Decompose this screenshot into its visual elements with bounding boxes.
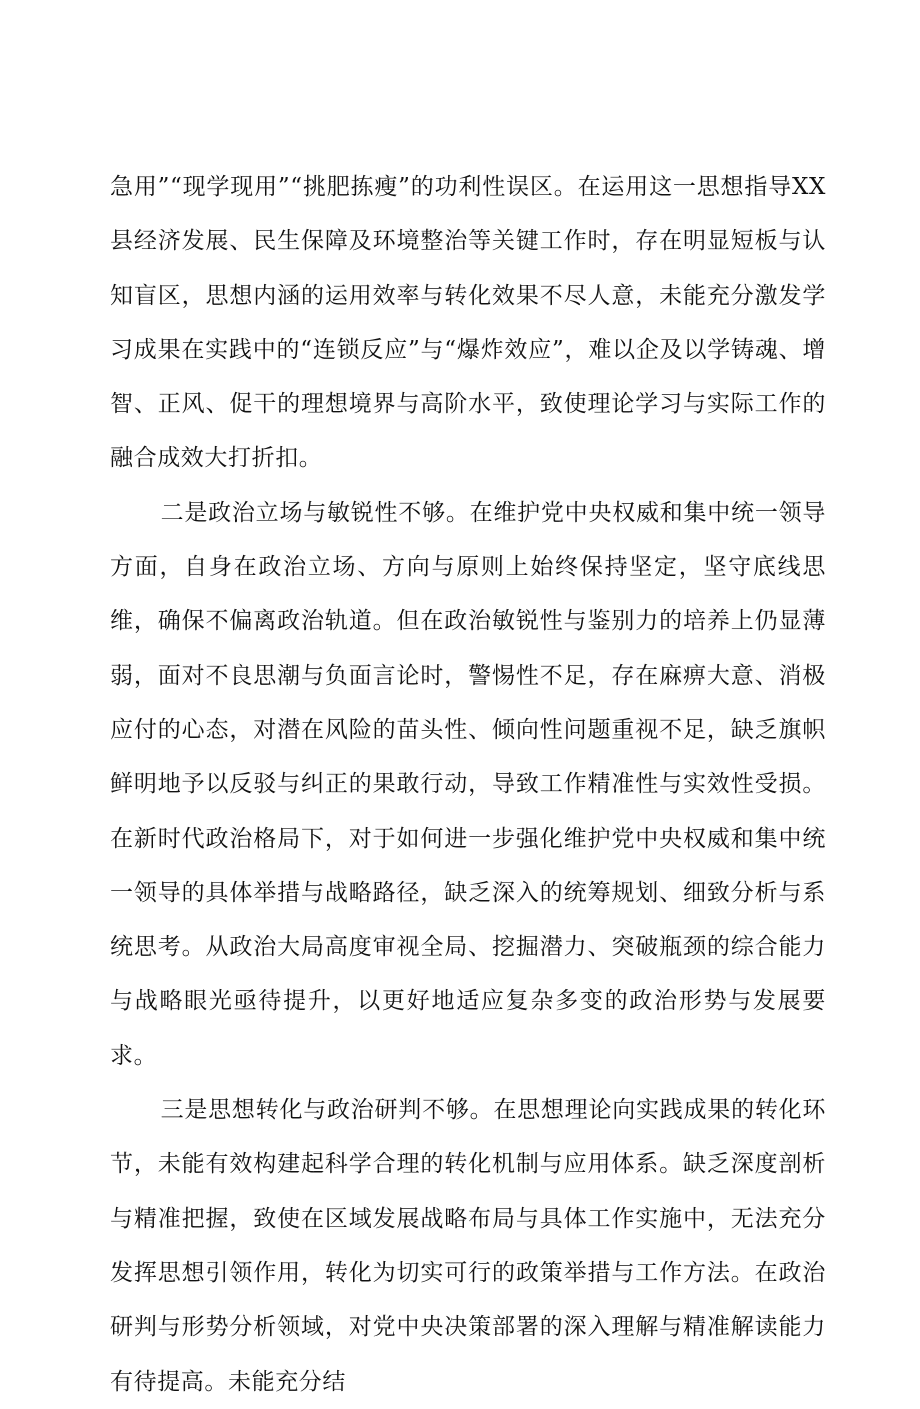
- paragraph-political-stance: 二是政治立场与敏锐性不够。在维护党中央权威和集中统一领导方面，自身在政治立场、方向与原则上始终保持坚定，坚守底线思维，确保不偏离政治轨道。但在政治敏锐性与鉴别力的培养上仍显薄弱，面对不良思潮与负面言论时，警惕性不足，存在麻痹大意、消极应付的心态，对潜在风险的苗头性、倾向性问题重视不足，缺乏旗帜鲜明地予以反驳与纠正的果敢行动，导致工作精准性与实效性受损。在新时代政治格局下，对于如何进一步强化维护党中央权威和集中统一领导的具体举措与战略路径，缺乏深入的统筹规划、细致分析与系统思考。从政治大局高度审视全局、挖掘潜力、突破瓶颈的综合能力与战略眼光亟待提升，以更好地适应复杂多变的政治形势与发展要求。: [110, 499, 826, 1069]
- paragraph-thought-conversion: 三是思想转化与政治研判不够。在思想理论向实践成果的转化环节，未能有效构建起科学合理的转化机制与应用体系。缺乏深度剖析与精准把握，致使在区域发展战略布局与具体工作实施中，无法充分发挥思想引领作用，转化为切实可行的政策举措与工作方法。在政治研判与形势分析领域，对党中央决策部署的深入理解与精准解读能力有待提高。未能充分结: [110, 1097, 826, 1395]
- document-body: [110, 160, 826, 1409]
- paragraph-continuation: 急用”“现学现用”“挑肥拣瘦”的功利性误区。在运用这一思想指导XX县经济发展、民生保障及环境整治等关键工作时，存在明显短板与认知盲区，思想内涵的运用效率与转化效果不尽人意，未能充分激发学习成果在实践中的“连锁反应”与“爆炸效应”，难以企及以学铸魂、增智、正风、促干的理想境界与高阶水平，致使理论学习与实际工作的融合成效大打折扣。: [110, 174, 826, 472]
